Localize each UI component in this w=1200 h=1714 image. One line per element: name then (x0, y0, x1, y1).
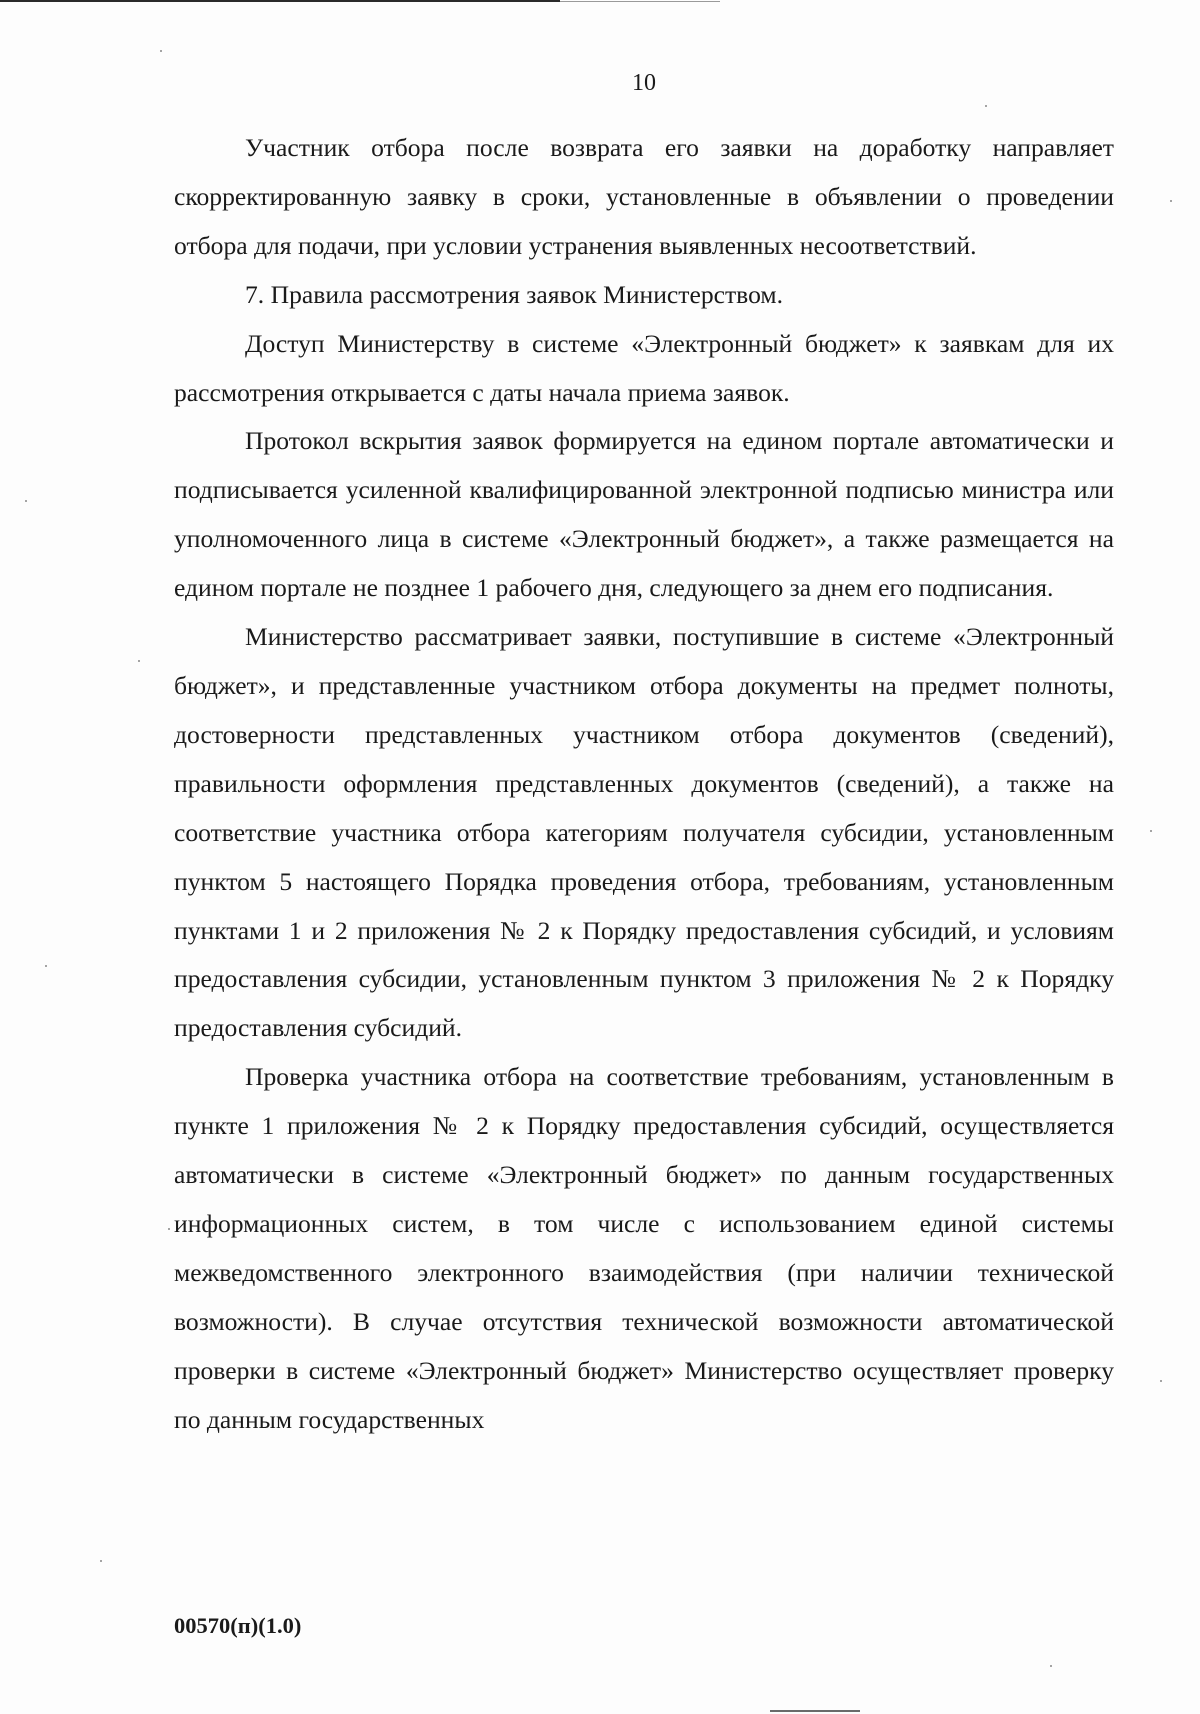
scan-speck (168, 1228, 170, 1230)
section-heading: 7. Правила рассмотрения заявок Министерством. (245, 279, 783, 309)
scan-speck (138, 660, 140, 662)
scan-edge-line (770, 1710, 860, 1712)
scan-speck (25, 500, 27, 502)
scan-speck (1150, 830, 1152, 832)
scan-edge-line (560, 1, 720, 2)
scan-speck (45, 965, 47, 967)
page-number: 10 (632, 70, 656, 96)
scan-edge-line (0, 0, 560, 2)
paragraph: Проверка участника отбора на соответствие требованиям, установленным в пункте 1 приложения № 2 к Порядку предоставления субсидий, осуществляется автоматически в системе «Электронный бюджет» по данным государственных информационных систем, в том числе с использованием единой системы межведомственного электронного взаимодействия (при наличии технической возможности). В случае отсутствия технической возможности автоматической проверки в системе «Электронный бюджет» Министерство осуществляет проверку по данным государственных (174, 1062, 1114, 1434)
document-code: 00570(п)(1.0) (174, 1613, 302, 1638)
paragraph: Министерство рассматривает заявки, поступившие в системе «Электронный бюджет», и представленные участником отбора документы на предмет полноты, достоверности представленных участником отбора документов (сведений), правильности оформления представленных документов (сведений), а также на соответствие участника отбора категориям получателя субсидии, установленным пунктом 5 настоящего Порядка проведения отбора, требованиям, установленным пунктами 1 и 2 приложения № 2 к Порядку предоставления субсидий, и условиям предоставления субсидии, установленным пунктом 3 приложения № 2 к Порядку предоставления субсидий. (174, 622, 1114, 1043)
scan-speck (1050, 1665, 1052, 1667)
scan-speck (985, 105, 987, 107)
paragraph: Протокол вскрытия заявок формируется на едином портале автоматически и подписывается усиленной квалифицированной электронной подписью министра или уполномоченного лица в системе «Электронный бюджет», а также размещается на едином портале не позднее 1 рабочего дня, следующего за днем его подписания. (174, 426, 1114, 603)
paragraph: Участник отбора после возврата его заявки на доработку направляет скорректированную заявку в сроки, установленные в объявлении о проведении отбора для подачи, при условии устранения выявленных несоответствий. (174, 133, 1114, 260)
paragraph: Доступ Министерству в системе «Электронный бюджет» к заявкам для их рассмотрения открывается с даты начала приема заявок. (174, 328, 1114, 407)
scan-speck (1170, 200, 1172, 202)
scan-speck (160, 50, 162, 52)
document-body (174, 124, 1114, 1444)
scan-speck (100, 1560, 102, 1562)
scan-speck (1160, 1380, 1162, 1382)
